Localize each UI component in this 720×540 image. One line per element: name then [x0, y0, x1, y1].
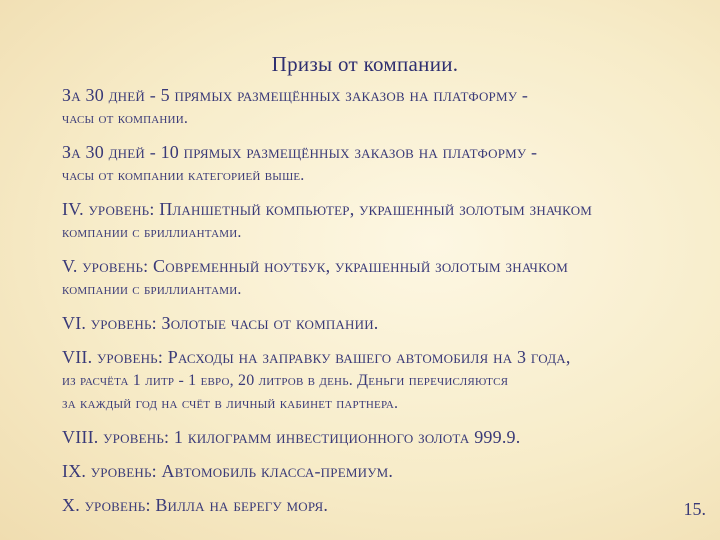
prize-text-line: VIII. уровень: 1 килограмм инвестиционного золота 999.9.: [62, 427, 521, 447]
prize-item-30-days-5-orders: [62, 84, 692, 130]
prize-text-line: компании с бриллиантами.: [62, 281, 242, 298]
prize-text-line: IX. уровень: Автомобиль класса-премиум.: [62, 461, 394, 481]
prize-item-level-5: [62, 255, 692, 301]
prize-item-level-6: [62, 312, 692, 335]
prize-text-line: X. уровень: Вилла на берегу моря.: [62, 495, 329, 515]
prize-item-level-4: [62, 198, 692, 244]
prize-list: [62, 84, 692, 528]
prize-text-line: За 30 дней - 10 прямых размещённых заказов на платформу -: [62, 142, 538, 162]
prize-text-line: за каждый год на счёт в личный кабинет партнера.: [62, 395, 399, 412]
prize-item-level-9: [62, 460, 692, 483]
prize-text-line: компании с бриллиантами.: [62, 224, 242, 241]
prize-item-level-8: [62, 426, 692, 449]
prize-text-line: VII. уровень: Расходы на заправку вашего автомобиля на 3 года,: [62, 347, 571, 367]
prize-text-line: За 30 дней - 5 прямых размещённых заказов на платформу -: [62, 85, 529, 105]
prize-text-line: V. уровень: Современный ноутбук, украшенный золотым значком: [62, 256, 568, 276]
prize-item-level-10: [62, 494, 692, 517]
prize-text-line: IV. уровень: Планшетный компьютер, украшенный золотым значком: [62, 199, 593, 219]
prize-item-30-days-10-orders: [62, 141, 692, 187]
page-number: 15.: [683, 499, 706, 519]
prize-text-line: часы от компании.: [62, 110, 189, 127]
prize-item-level-7: [62, 346, 692, 415]
prize-text-line: из расчёта 1 литр - 1 евро, 20 литров в день. Деньги перечисляются: [62, 372, 509, 389]
slide-title: Призы от компании.: [271, 52, 459, 76]
prize-text-line: часы от компании категорией выше.: [62, 167, 305, 184]
prize-text-line: VI. уровень: Золотые часы от компании.: [62, 313, 379, 333]
